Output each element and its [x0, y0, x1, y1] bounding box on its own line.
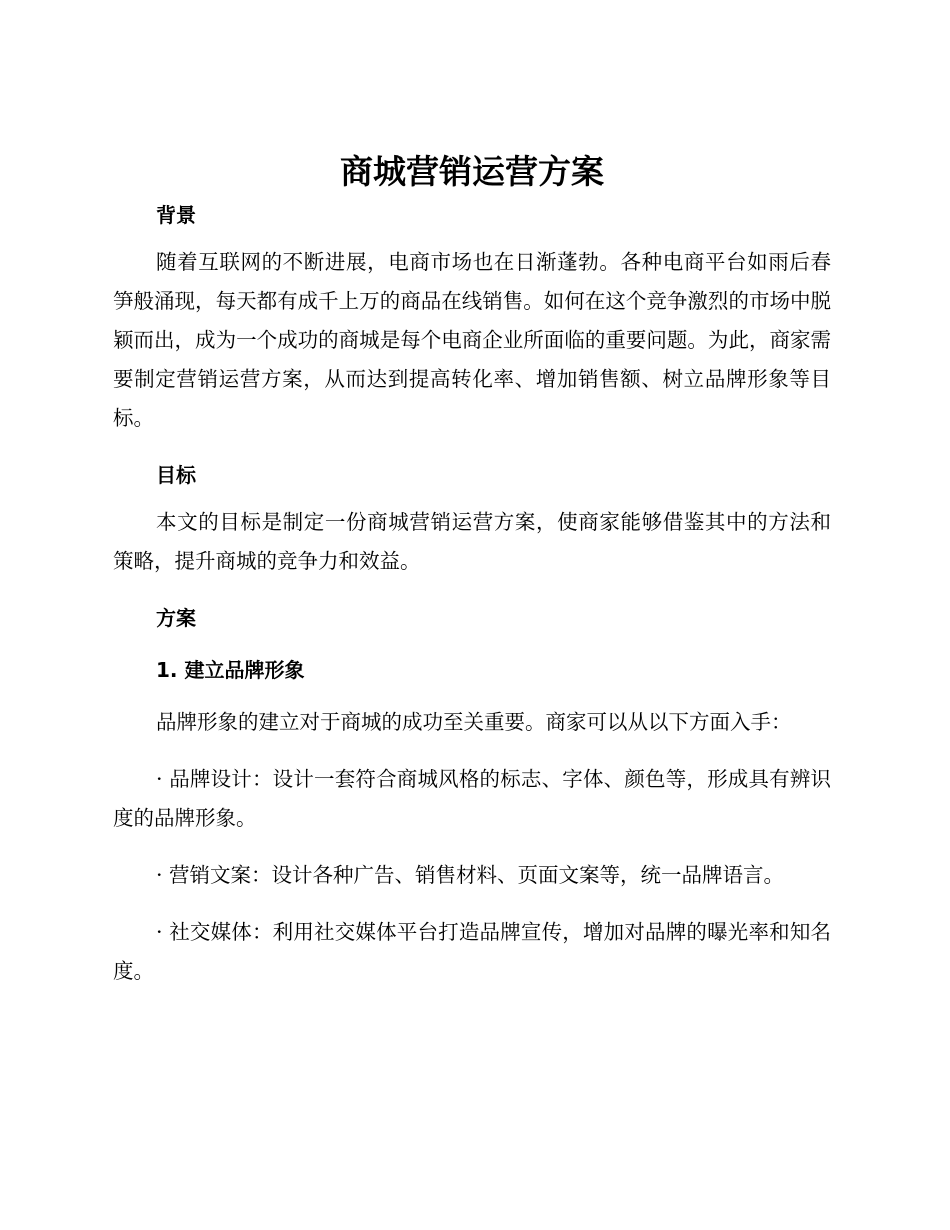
bullet-brand-design: · 品牌设计：设计一套符合商城风格的标志、字体、颜色等，形成具有辨识度的品牌形象。 — [113, 767, 831, 830]
section-heading-background: 背景 — [156, 203, 196, 227]
section-heading-plan: 方案 — [156, 606, 196, 630]
section-heading-goal: 目标 — [156, 463, 196, 487]
bullet-marketing-copy: · 营销文案：设计各种广告、销售材料、页面文案等，统一品牌语言。 — [156, 863, 785, 887]
bullet-social-media: · 社交媒体：利用社交媒体平台打造品牌宣传，增加对品牌的曝光率和知名度。 — [113, 920, 831, 983]
document-content — [113, 148, 831, 991]
subsection-heading-brand-image: 1. 建立品牌形象 — [156, 658, 305, 682]
background-paragraph: 随着互联网的不断进展，电商市场也在日渐蓬勃。各种电商平台如雨后春笋般涌现，每天都有成千上万的商品在线销售。如何在这个竞争激烈的市场中脱颖而出，成为一个成功的商城是每个电商企业所面临的重要问题。为此，商家需要制定营销运营方案，从而达到提高转化率、增加销售额、树立品牌形象等目标。 — [113, 250, 831, 430]
brand-image-intro: 品牌形象的建立对于商城的成功至关重要。商家可以从以下方面入手： — [156, 710, 792, 734]
document-title: 商城营销运营方案 — [340, 152, 604, 191]
goal-paragraph: 本文的目标是制定一份商城营销运营方案，使商家能够借鉴其中的方法和策略，提升商城的竞争力和效益。 — [113, 510, 831, 573]
